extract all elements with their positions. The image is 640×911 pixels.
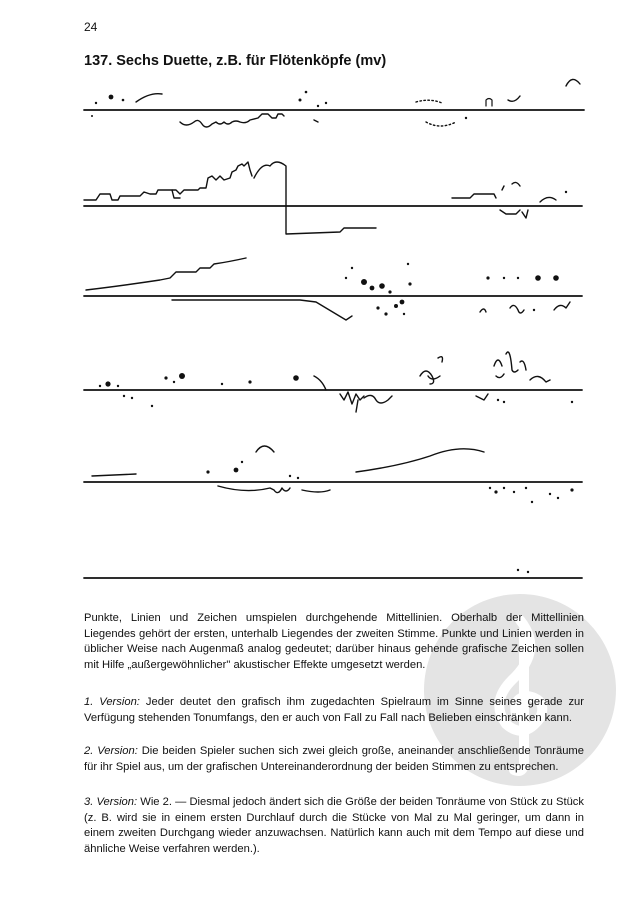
score-system-1 (84, 79, 584, 127)
version-1-label: 1. Version: (84, 696, 140, 708)
version-1-paragraph (84, 695, 584, 726)
version-1-text: Jeder deutet den grafisch ihm zugedachten Spielraum im Sinne seines gerade zur Verfügung stehenden Tonumfangs, den er auch von Fall zu Fall nach Belieben einschränken kann. (84, 696, 584, 724)
score-system-2 (84, 162, 582, 234)
version-2-paragraph (84, 744, 584, 775)
version-2-text: Die beiden Spieler suchen sich zwei gleich große, aneinander anschließende Tonräume für ihr Spiel aus, um der grafischen Untereinanderordnung der beiden Stimmen zu entsprechen. (84, 745, 584, 773)
score-system-3 (84, 258, 582, 320)
page-title: 137. Sechs Duette, z.B. für Flötenköpfe (mv) (84, 53, 387, 69)
score-system-5 (84, 446, 582, 503)
score-system-4 (84, 352, 582, 412)
page-number: 24 (84, 20, 98, 34)
graphic-score (0, 70, 640, 610)
version-3-text: Wie 2. — Diesmal jedoch ändert sich die Größe der beiden Tonräume von Stück zu Stück (z. B. wird sie in einem ersten Durchlauf durch die Stücke von Mal zu Mal geringer, um dann in einem zweiten Durchgang wieder anzuwachsen. Natürlich kann auch mit dem Tempo auf diese und ähnliche Weise verfahren werden.). (84, 796, 584, 855)
version-3-paragraph (84, 795, 584, 857)
version-3-label: 3. Version: (84, 796, 138, 808)
score-system-6 (84, 569, 582, 578)
description-intro: Punkte, Linien und Zeichen umspielen durchgehende Mittellinien. Oberhalb der Mittellinien Liegendes gehört der ersten, unterhalb Liegendes der zweiten Stimme. Punkte und Linien werden in üblicher Weise nach Augenmaß analog gedeutet; darüber hinaus gehende grafische Zeichen sollen mit Hilfe „außergewöhnlicher" akustischer Effekte umgesetzt werden. (84, 612, 584, 671)
version-2-label: 2. Version: (84, 745, 138, 757)
